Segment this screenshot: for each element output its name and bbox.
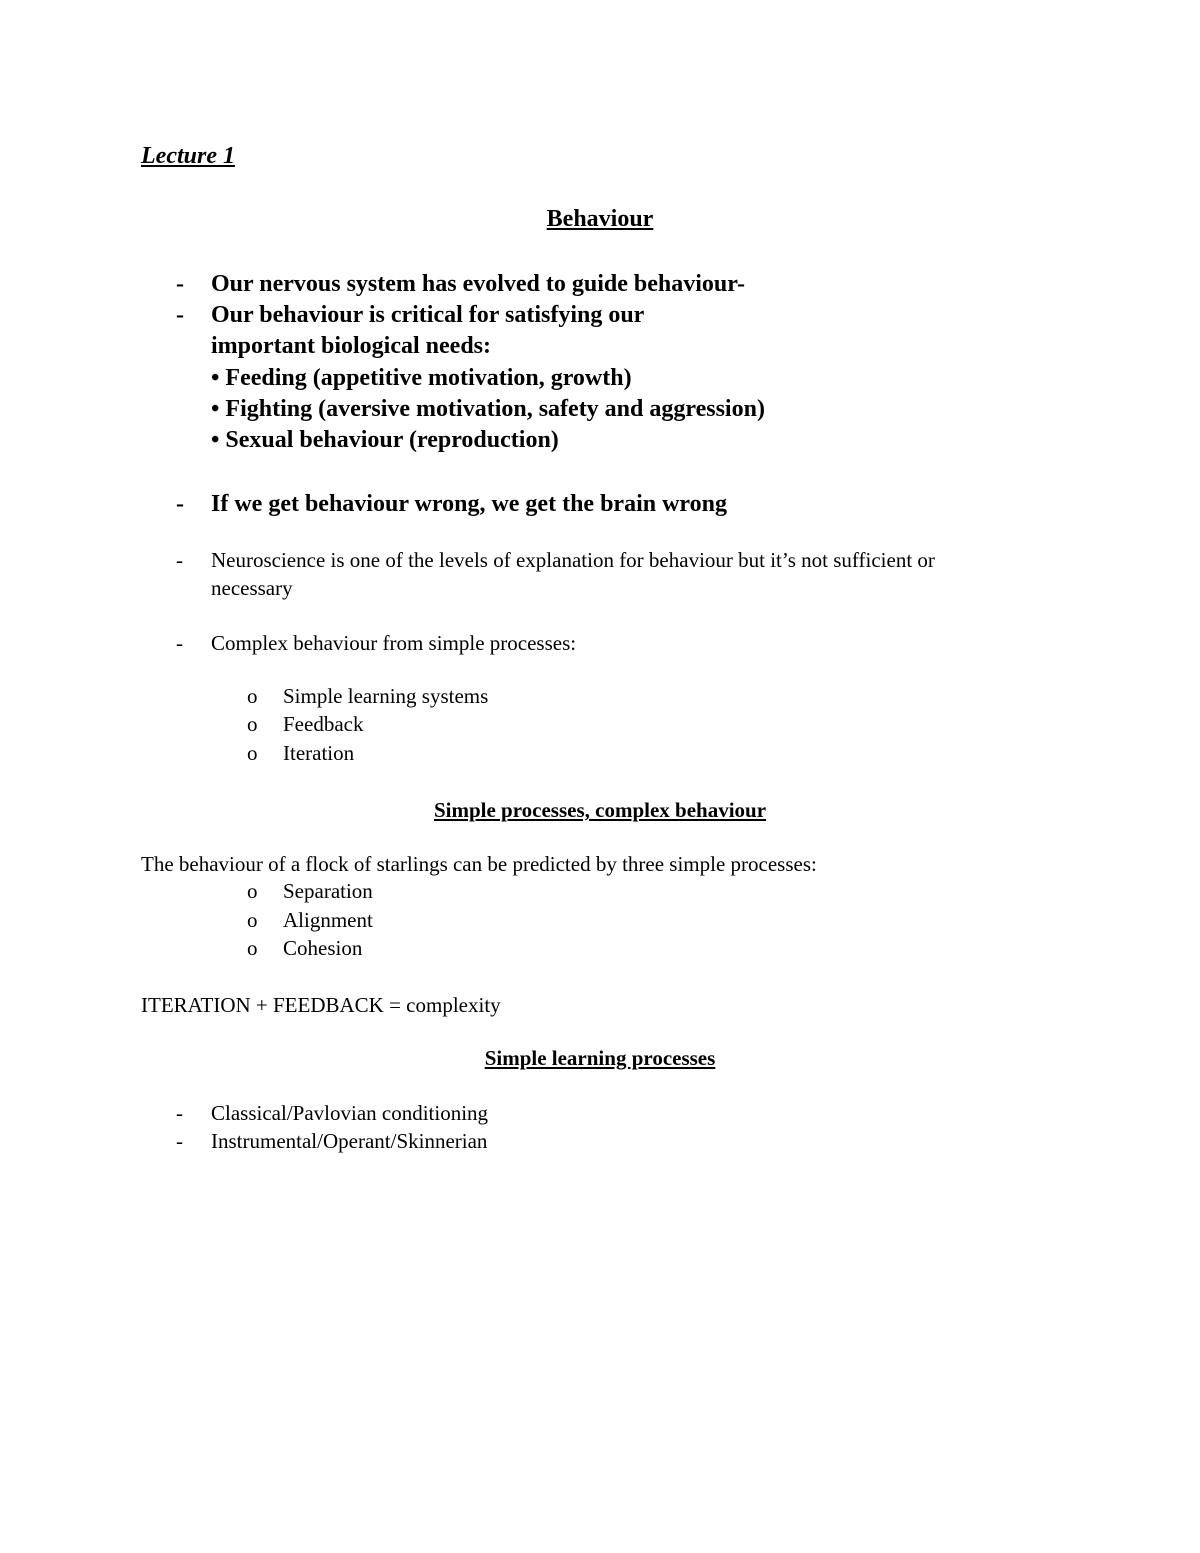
list-item: Complex behaviour from simple processes: <box>211 631 577 655</box>
list-item-continuation: necessary <box>211 576 293 600</box>
list-item-need: • Feeding (appetitive motivation, growth) <box>211 365 632 391</box>
heading-simple-processes: Simple processes, complex behaviour <box>433 798 767 822</box>
equation-text: ITERATION + FEEDBACK = complexity <box>141 993 501 1017</box>
sub-marker: o <box>247 879 258 903</box>
list-item: Neuroscience is one of the levels of explanation for behaviour but it’s not sufficient or <box>211 548 935 572</box>
dash-marker: - <box>176 1129 183 1153</box>
sub-marker: o <box>247 908 258 932</box>
dash-marker: - <box>176 1101 183 1125</box>
heading-simple-learning: Simple learning processes <box>484 1046 716 1070</box>
dash-marker: - <box>176 491 184 517</box>
list-item-continuation: important biological needs: <box>211 333 491 359</box>
list-item-need: • Sexual behaviour (reproduction) <box>211 427 559 453</box>
sub-list-item: Simple learning systems <box>283 684 489 708</box>
sub-list-item: Cohesion <box>283 936 363 960</box>
sub-list-item: Separation <box>283 879 373 903</box>
sub-list-item: Alignment <box>283 908 373 932</box>
list-item: If we get behaviour wrong, we get the brain wrong <box>211 491 727 517</box>
dash-marker: - <box>176 302 184 328</box>
dash-marker: - <box>176 631 183 655</box>
sub-marker: o <box>247 712 258 736</box>
sub-marker: o <box>247 741 258 765</box>
paragraph-intro: The behaviour of a flock of starlings can be predicted by three simple processes: <box>141 852 817 876</box>
list-item-need: • Fighting (aversive motivation, safety and aggression) <box>211 396 765 422</box>
heading-behaviour: Behaviour <box>546 206 654 232</box>
list-item: Our behaviour is critical for satisfying our <box>211 302 645 328</box>
list-item: Instrumental/Operant/Skinnerian <box>211 1129 488 1153</box>
sub-marker: o <box>247 684 258 708</box>
dash-marker: - <box>176 548 183 572</box>
dash-marker: - <box>176 271 184 297</box>
list-item: Classical/Pavlovian conditioning <box>211 1101 489 1125</box>
list-item: Our nervous system has evolved to guide behaviour- <box>211 271 746 297</box>
sub-list-item: Iteration <box>283 741 355 765</box>
lecture-title: Lecture 1 <box>141 143 235 169</box>
sub-marker: o <box>247 936 258 960</box>
sub-list-item: Feedback <box>283 712 364 736</box>
